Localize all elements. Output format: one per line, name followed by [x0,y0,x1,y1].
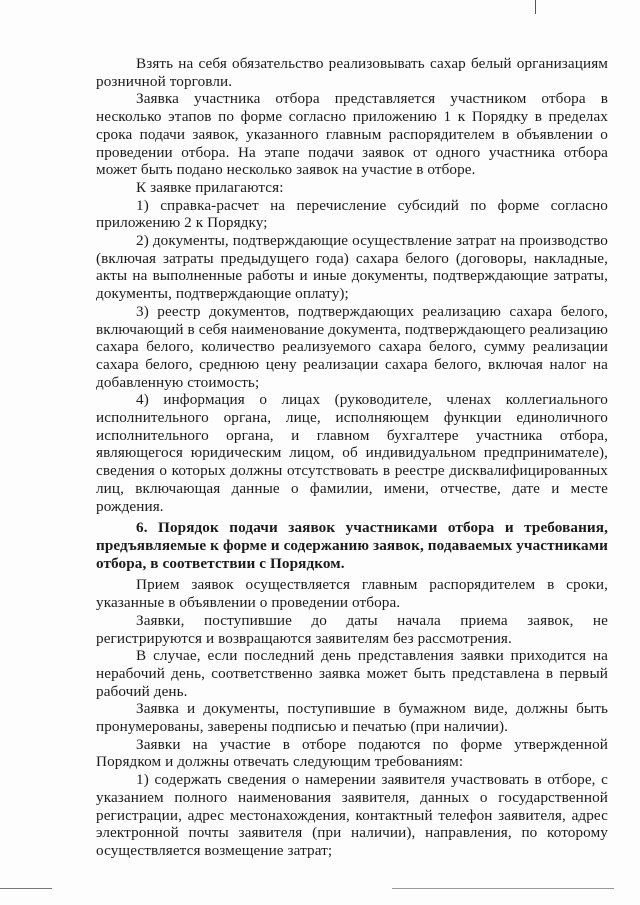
bottom-dashed-line-right [392,888,614,889]
bottom-dashed-line-left [0,888,52,889]
paragraph-early-applications: Заявки, поступившие до даты начала приема заявок, не регистрируются и возвращаются заявителям без рассмотрения. [96,611,608,647]
document-body [96,55,608,860]
section-heading: 6. Порядок подачи заявок участниками отбора и требования, предъявляемые к форме и содержанию заявок, подаваемых участниками отбора, в соответствии с Порядком. [96,519,608,572]
list-item-2: 2) документы, подтверждающие осуществление затрат на производство (включая затраты предыдущего года) сахара белого (договоры, накладные, акты на выполненные работы и иные документы, подтверждающие затраты, документы, подтверждающие оплату); [96,232,608,303]
paragraph-non-working-day: В случае, если последний день представления заявки приходится на нерабочий день, соответственно заявка может быть представлена в первый рабочий день. [96,647,608,700]
list-item-1: 1) справка-расчет на перечисление субсидий по форме согласно приложению 2 к Порядку; [96,196,608,232]
list-item-requirement-1: 1) содержать сведения о намерении заявителя участвовать в отборе, с указанием полного наименования заявителя, данных о государственной регистрации, адрес местонахождения, контактный телефон заявителя, адрес электронной почты заявителя (при наличии), направления, по которому осуществляется возмещение затрат; [96,771,608,859]
scan-artifact-line [535,0,536,14]
list-item-3: 3) реестр документов, подтверждающих реализацию сахара белого, включающий в себя наименование документа, подтверждающего реализацию сахара белого, количество реализуемого сахара белого, сумму реализации сахара белого, среднюю цену реализации сахара белого, включая налог на добавленную стоимость; [96,302,608,391]
paragraph-requirements: Заявки на участие в отборе подаются по форме утвержденной Порядком и должны отвечать следующим требованиям: [96,735,608,771]
list-item-4: 4) информация о лицах (руководителе, членах коллегиального исполнительного органа, лице, исполняющем функции единоличного исполнительного органа, и главном бухгалтере участника отбора, являющегося юридическим лицом, об индивидуальном предпринимателе), сведения о которых должны отсутствовать в реестре дисквалифицированных лиц, включающая данные о фамилии, имени, отчестве, дате и месте рождения. [96,391,608,515]
paragraph-application-stages: Заявка участника отбора представляется участником отбора в несколько этапов по форме согласно приложению 1 к Порядку в пределах срока подачи заявок, указанного главным распорядителем в объявлении о проведении отбора. На этапе подачи заявок от одного участника отбора может быть подано несколько заявок на участие в отборе. [96,90,608,179]
paragraph-attachments-intro: К заявке прилагаются: [136,178,284,196]
paragraph-paper-documents: Заявка и документы, поступившие в бумажном виде, должны быть пронумерованы, заверены подписью и печатью (при наличии). [96,700,608,736]
paragraph-obligation: Взять на себя обязательство реализовывать сахар белый организациям розничной торговли. [96,55,608,90]
paragraph-acceptance: Прием заявок осуществляется главным распорядителем в сроки, указанные в объявлении о проведении отбора. [96,576,608,612]
